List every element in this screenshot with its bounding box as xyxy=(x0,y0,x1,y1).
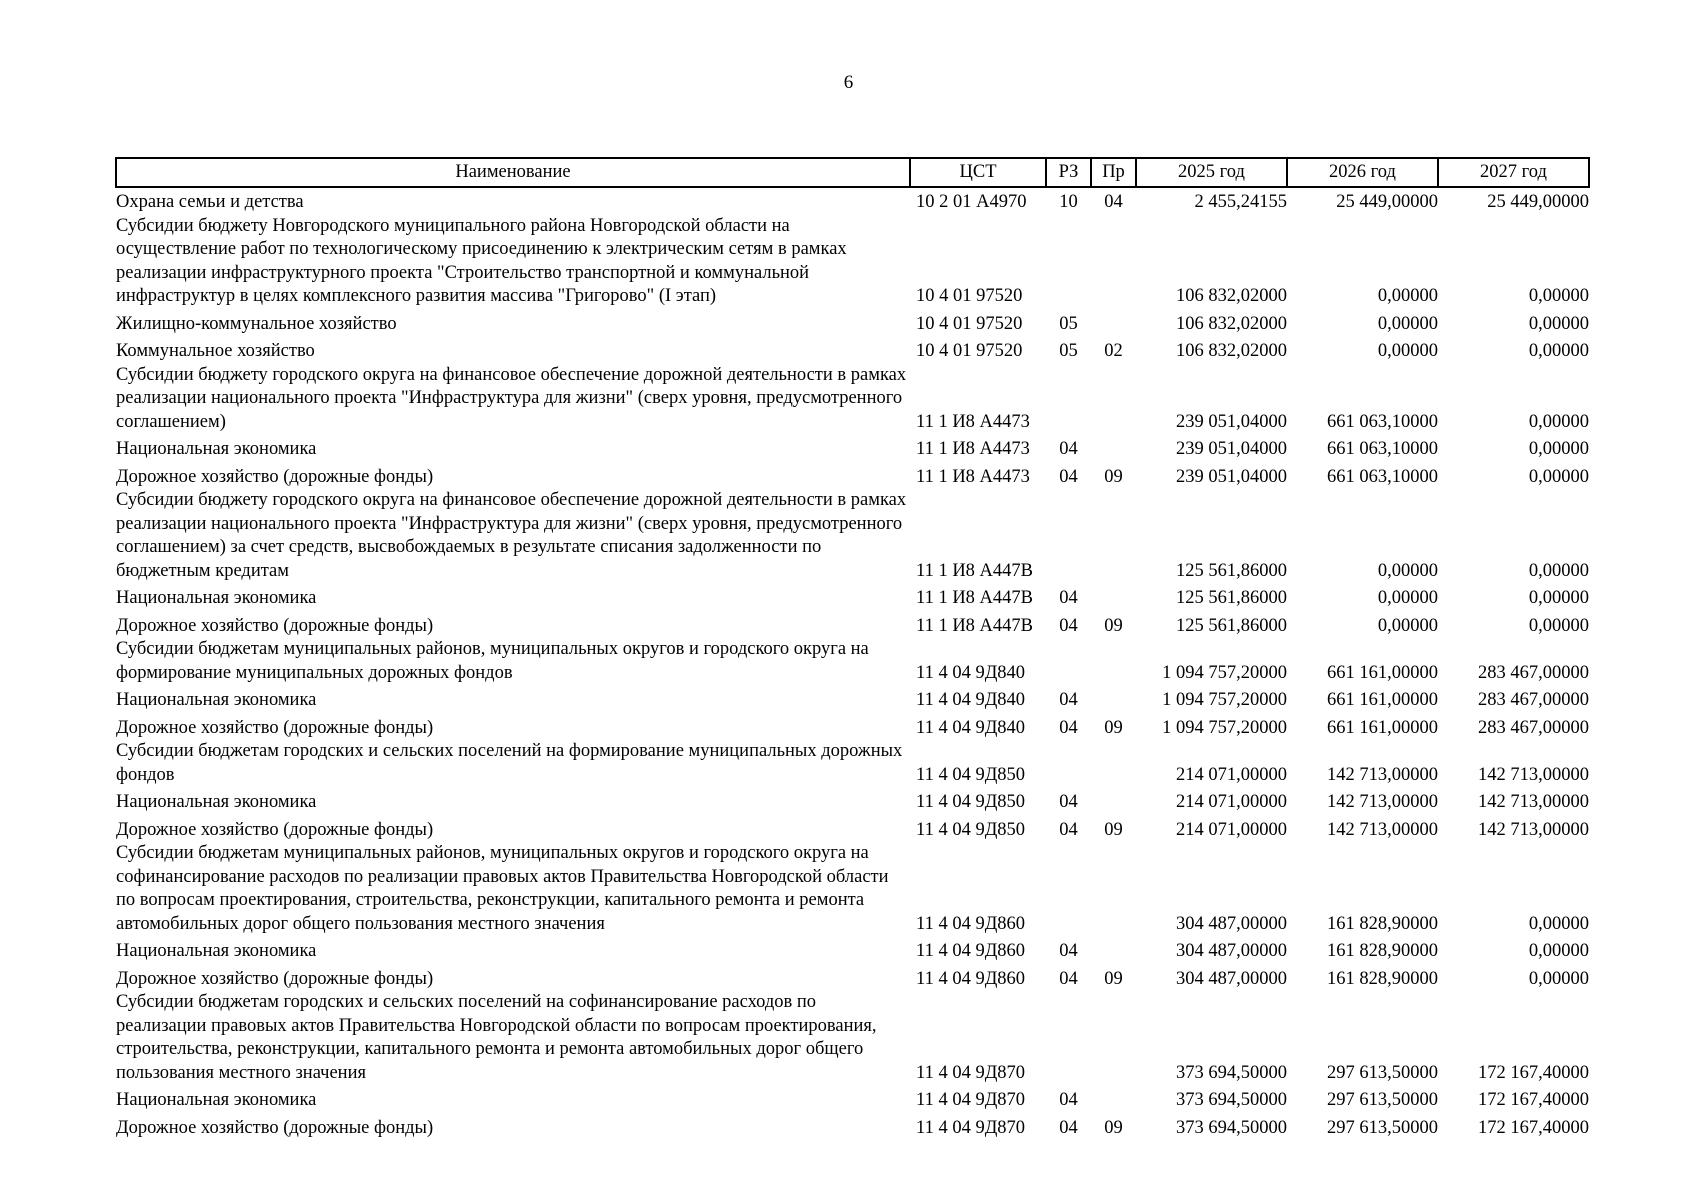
cell-pr xyxy=(1091,936,1136,964)
cell-rz xyxy=(1046,215,1091,309)
cell-y2026: 661 161,00000 xyxy=(1327,662,1438,683)
table-row xyxy=(116,336,1589,364)
cell-name: Охрана семьи и детства xyxy=(116,192,304,212)
cell-y2027: 0,00000 xyxy=(1528,913,1589,934)
cell-y2025: 214 071,00000 xyxy=(1176,792,1287,812)
cell-y2027: 0,00000 xyxy=(1528,313,1589,334)
cell-pr: 09 xyxy=(1104,466,1123,487)
cell-pr xyxy=(1091,364,1136,435)
cell-y2025: 239 051,04000 xyxy=(1176,411,1287,432)
header-2025: 2025 год xyxy=(1136,158,1287,187)
cell-y2025: 214 071,00000 xyxy=(1176,764,1287,785)
cell-name: Дорожное хозяйство (дорожные фонды) xyxy=(116,717,434,738)
table-row xyxy=(116,740,1589,787)
cell-rz xyxy=(1046,842,1091,936)
cell-y2026: 25 449,00000 xyxy=(1336,192,1438,212)
cell-cst: 11 4 04 9Д860 xyxy=(916,968,1026,989)
cell-rz: 04 xyxy=(1059,439,1078,459)
cell-y2025: 106 832,02000 xyxy=(1176,313,1287,334)
cell-y2025: 2 455,24155 xyxy=(1194,192,1287,212)
cell-cst: 11 4 04 9Д840 xyxy=(916,662,1026,683)
cell-cst: 11 4 04 9Д850 xyxy=(916,819,1026,840)
budget-table xyxy=(115,157,1590,1140)
cell-rz: 05 xyxy=(1059,341,1078,361)
cell-y2027: 0,00000 xyxy=(1528,968,1589,989)
cell-pr xyxy=(1091,1085,1136,1113)
table-row xyxy=(116,638,1589,685)
cell-y2027: 283 467,00000 xyxy=(1478,717,1589,738)
cell-pr xyxy=(1091,991,1136,1085)
table-row xyxy=(116,1085,1589,1113)
cell-cst: 10 4 01 97520 xyxy=(916,313,1023,334)
table-row xyxy=(116,489,1589,583)
cell-name: Национальная экономика xyxy=(116,439,317,459)
cell-rz xyxy=(1046,991,1091,1085)
cell-y2025: 214 071,00000 xyxy=(1176,819,1287,840)
cell-rz: 04 xyxy=(1059,819,1078,840)
cell-cst: 10 4 01 97520 xyxy=(916,286,1023,306)
cell-y2025: 304 487,00000 xyxy=(1176,968,1287,989)
cell-y2027: 0,00000 xyxy=(1528,439,1589,459)
cell-y2026: 0,00000 xyxy=(1377,286,1438,306)
cell-y2026: 297 613,50000 xyxy=(1327,1062,1438,1083)
cell-rz: 04 xyxy=(1059,968,1078,989)
cell-name: Национальная экономика xyxy=(116,690,317,710)
table-row xyxy=(116,1113,1589,1141)
table-row xyxy=(116,787,1589,815)
cell-y2025: 1 094 757,20000 xyxy=(1162,662,1287,683)
cell-pr xyxy=(1091,215,1136,309)
cell-name: Коммунальное хозяйство xyxy=(116,341,315,361)
table-row xyxy=(116,462,1589,490)
header-name: Наименование xyxy=(116,158,910,187)
cell-y2026: 161 828,90000 xyxy=(1327,941,1438,961)
cell-pr: 09 xyxy=(1104,615,1123,636)
header-rz: РЗ xyxy=(1046,158,1091,187)
cell-rz: 04 xyxy=(1059,615,1078,636)
cell-y2026: 0,00000 xyxy=(1377,615,1438,636)
cell-y2026: 0,00000 xyxy=(1377,588,1438,608)
cell-y2025: 239 051,04000 xyxy=(1176,466,1287,487)
table-row xyxy=(116,215,1589,309)
cell-name: Дорожное хозяйство (дорожные фонды) xyxy=(116,819,434,840)
cell-cst: 11 1 И8 А4473 xyxy=(916,411,1030,432)
cell-rz xyxy=(1046,489,1091,583)
cell-name: Субсидии бюджетам муниципальных районов, муниципальных округов и городского округа на формирование муниципальных дорожных фондов xyxy=(116,639,869,683)
cell-pr xyxy=(1091,309,1136,337)
cell-y2025: 106 832,02000 xyxy=(1176,286,1287,306)
cell-y2025: 239 051,04000 xyxy=(1176,439,1287,459)
table-row xyxy=(116,815,1589,843)
cell-cst: 10 4 01 97520 xyxy=(916,341,1023,361)
page-number: 6 xyxy=(843,72,854,93)
cell-y2026: 142 713,00000 xyxy=(1327,819,1438,840)
cell-pr xyxy=(1091,685,1136,713)
cell-cst: 11 4 04 9Д850 xyxy=(916,764,1026,785)
cell-name: Дорожное хозяйство (дорожные фонды) xyxy=(116,615,434,636)
cell-cst: 11 1 И8 А447В xyxy=(916,588,1033,608)
table-row xyxy=(116,964,1589,992)
table-row xyxy=(116,685,1589,713)
header-2026: 2026 год xyxy=(1287,158,1438,187)
cell-name: Субсидии бюджетам городских и сельских поселений на софинансирование расходов по реализации правовых актов Правительства Новгородской области по вопросам проектирования, строительства, реконструкции, капитального ремонта и ремонта автомобильных дорог общего пользования местного значения xyxy=(116,992,877,1083)
cell-y2025: 125 561,86000 xyxy=(1176,560,1287,581)
cell-cst: 11 4 04 9Д840 xyxy=(916,690,1026,710)
cell-y2026: 297 613,50000 xyxy=(1327,1090,1438,1110)
table-row xyxy=(116,309,1589,337)
table-header xyxy=(116,158,1589,187)
cell-y2027: 0,00000 xyxy=(1528,466,1589,487)
cell-pr xyxy=(1091,583,1136,611)
cell-y2027: 25 449,00000 xyxy=(1487,192,1589,212)
cell-name: Субсидии бюджетам муниципальных районов, муниципальных округов и городского округа на софинансирование расходов по реализации правовых актов Правительства Новгородской области по вопросам проектирования, строительства, реконструкции, капитального ремонта и ремонта автомобильных дорог общего пользования местного значения xyxy=(116,843,889,934)
cell-rz: 04 xyxy=(1059,1117,1078,1138)
cell-y2025: 373 694,50000 xyxy=(1176,1090,1287,1110)
table-row xyxy=(116,364,1589,435)
cell-name: Субсидии бюджетам городских и сельских поселений на формирование муниципальных дорожных фондов xyxy=(116,741,903,785)
cell-cst: 11 4 04 9Д870 xyxy=(916,1062,1026,1083)
cell-y2025: 373 694,50000 xyxy=(1176,1117,1287,1138)
cell-pr: 04 xyxy=(1104,192,1123,212)
cell-name: Национальная экономика xyxy=(116,588,317,608)
cell-y2026: 297 613,50000 xyxy=(1327,1117,1438,1138)
cell-rz: 04 xyxy=(1059,717,1078,738)
cell-y2026: 161 828,90000 xyxy=(1327,913,1438,934)
header-pr: Пр xyxy=(1091,158,1136,187)
cell-y2027: 0,00000 xyxy=(1528,411,1589,432)
cell-y2027: 283 467,00000 xyxy=(1478,662,1589,683)
cell-y2026: 0,00000 xyxy=(1377,341,1438,361)
cell-y2027: 283 467,00000 xyxy=(1478,690,1589,710)
cell-cst: 11 1 И8 А447В xyxy=(916,615,1033,636)
header-2027: 2027 год xyxy=(1438,158,1589,187)
cell-rz xyxy=(1046,364,1091,435)
cell-rz: 04 xyxy=(1059,466,1078,487)
cell-rz: 04 xyxy=(1059,941,1078,961)
cell-cst: 11 4 04 9Д850 xyxy=(916,792,1026,812)
cell-y2026: 661 063,10000 xyxy=(1327,439,1438,459)
table-row xyxy=(116,187,1589,215)
cell-rz: 04 xyxy=(1059,588,1078,608)
cell-pr xyxy=(1091,842,1136,936)
cell-cst: 11 1 И8 А4473 xyxy=(916,466,1030,487)
cell-y2025: 125 561,86000 xyxy=(1176,588,1287,608)
cell-y2026: 142 713,00000 xyxy=(1327,792,1438,812)
cell-y2025: 304 487,00000 xyxy=(1176,913,1287,934)
cell-pr xyxy=(1091,489,1136,583)
cell-pr xyxy=(1091,638,1136,685)
cell-cst: 11 1 И8 А447В xyxy=(916,560,1033,581)
cell-pr: 02 xyxy=(1104,341,1123,361)
cell-rz: 04 xyxy=(1059,690,1078,710)
table-row xyxy=(116,991,1589,1085)
cell-y2025: 1 094 757,20000 xyxy=(1162,690,1287,710)
cell-name: Дорожное хозяйство (дорожные фонды) xyxy=(116,466,434,487)
cell-name: Жилищно-коммунальное хозяйство xyxy=(116,313,397,334)
cell-y2027: 172 167,40000 xyxy=(1478,1062,1589,1083)
cell-y2027: 0,00000 xyxy=(1528,560,1589,581)
cell-y2026: 661 161,00000 xyxy=(1327,717,1438,738)
cell-rz: 10 xyxy=(1059,192,1078,212)
cell-y2026: 0,00000 xyxy=(1377,560,1438,581)
cell-y2026: 161 828,90000 xyxy=(1327,968,1438,989)
cell-y2027: 142 713,00000 xyxy=(1478,819,1589,840)
cell-y2027: 172 167,40000 xyxy=(1478,1117,1589,1138)
cell-y2025: 304 487,00000 xyxy=(1176,941,1287,961)
cell-pr xyxy=(1091,740,1136,787)
cell-name: Национальная экономика xyxy=(116,941,317,961)
cell-y2027: 0,00000 xyxy=(1528,341,1589,361)
cell-name: Дорожное хозяйство (дорожные фонды) xyxy=(116,1117,434,1138)
cell-pr: 09 xyxy=(1104,819,1123,840)
cell-y2027: 142 713,00000 xyxy=(1478,792,1589,812)
cell-y2026: 661 161,00000 xyxy=(1327,690,1438,710)
cell-pr: 09 xyxy=(1104,1117,1123,1138)
cell-pr: 09 xyxy=(1104,717,1123,738)
cell-y2026: 142 713,00000 xyxy=(1327,764,1438,785)
cell-y2025: 373 694,50000 xyxy=(1176,1062,1287,1083)
cell-y2026: 661 063,10000 xyxy=(1327,411,1438,432)
cell-y2025: 106 832,02000 xyxy=(1176,341,1287,361)
cell-pr xyxy=(1091,787,1136,815)
cell-y2027: 172 167,40000 xyxy=(1478,1090,1589,1110)
table-row xyxy=(116,713,1589,741)
cell-pr: 09 xyxy=(1104,968,1123,989)
cell-rz: 04 xyxy=(1059,1090,1078,1110)
cell-rz: 05 xyxy=(1059,313,1078,334)
cell-cst: 11 1 И8 А4473 xyxy=(916,439,1030,459)
cell-y2027: 0,00000 xyxy=(1528,286,1589,306)
cell-rz xyxy=(1046,740,1091,787)
cell-name: Национальная экономика xyxy=(116,792,317,812)
cell-y2026: 0,00000 xyxy=(1377,313,1438,334)
cell-y2027: 0,00000 xyxy=(1528,941,1589,961)
cell-cst: 10 2 01 А4970 xyxy=(916,192,1027,212)
table-row xyxy=(116,583,1589,611)
cell-cst: 11 4 04 9Д860 xyxy=(916,941,1026,961)
cell-y2026: 661 063,10000 xyxy=(1327,466,1438,487)
cell-y2027: 0,00000 xyxy=(1528,588,1589,608)
cell-name: Дорожное хозяйство (дорожные фонды) xyxy=(116,968,434,989)
table-row xyxy=(116,936,1589,964)
cell-name: Субсидии бюджету городского округа на финансовое обеспечение дорожной деятельности в рамках реализации национального проекта "Инфраструктура для жизни" (сверх уровня, предусмотренного соглашением) xyxy=(116,364,907,432)
cell-rz xyxy=(1046,638,1091,685)
header-cst: ЦСТ xyxy=(910,158,1046,187)
cell-y2025: 125 561,86000 xyxy=(1176,615,1287,636)
cell-cst: 11 4 04 9Д840 xyxy=(916,717,1026,738)
cell-y2027: 0,00000 xyxy=(1528,615,1589,636)
cell-name: Субсидии бюджету Новгородского муниципального района Новгородской области на осуществление работ по технологическому присоединению к электрическим сетям в рамках реализации инфраструктурного проекта "Строительство транспортной и коммунальной инфраструктур в целях комплексного развития массива "Григорово" (I этап) xyxy=(116,215,847,306)
cell-name: Субсидии бюджету городского округа на финансовое обеспечение дорожной деятельности в рамках реализации национального проекта "Инфраструктура для жизни" (сверх уровня, предусмотренного соглашением) за счет средств, высвобождаемых в результате списания задолженности по бюджетным кредитам xyxy=(116,490,907,581)
cell-name: Национальная экономика xyxy=(116,1090,317,1110)
cell-cst: 11 4 04 9Д870 xyxy=(916,1090,1026,1110)
table-body xyxy=(116,187,1589,1140)
cell-y2027: 142 713,00000 xyxy=(1478,764,1589,785)
cell-pr xyxy=(1091,434,1136,462)
cell-y2025: 1 094 757,20000 xyxy=(1162,717,1287,738)
cell-cst: 11 4 04 9Д860 xyxy=(916,913,1026,934)
cell-rz: 04 xyxy=(1059,792,1078,812)
table-row xyxy=(116,434,1589,462)
table-row xyxy=(116,611,1589,639)
cell-cst: 11 4 04 9Д870 xyxy=(916,1117,1026,1138)
table-row xyxy=(116,842,1589,936)
